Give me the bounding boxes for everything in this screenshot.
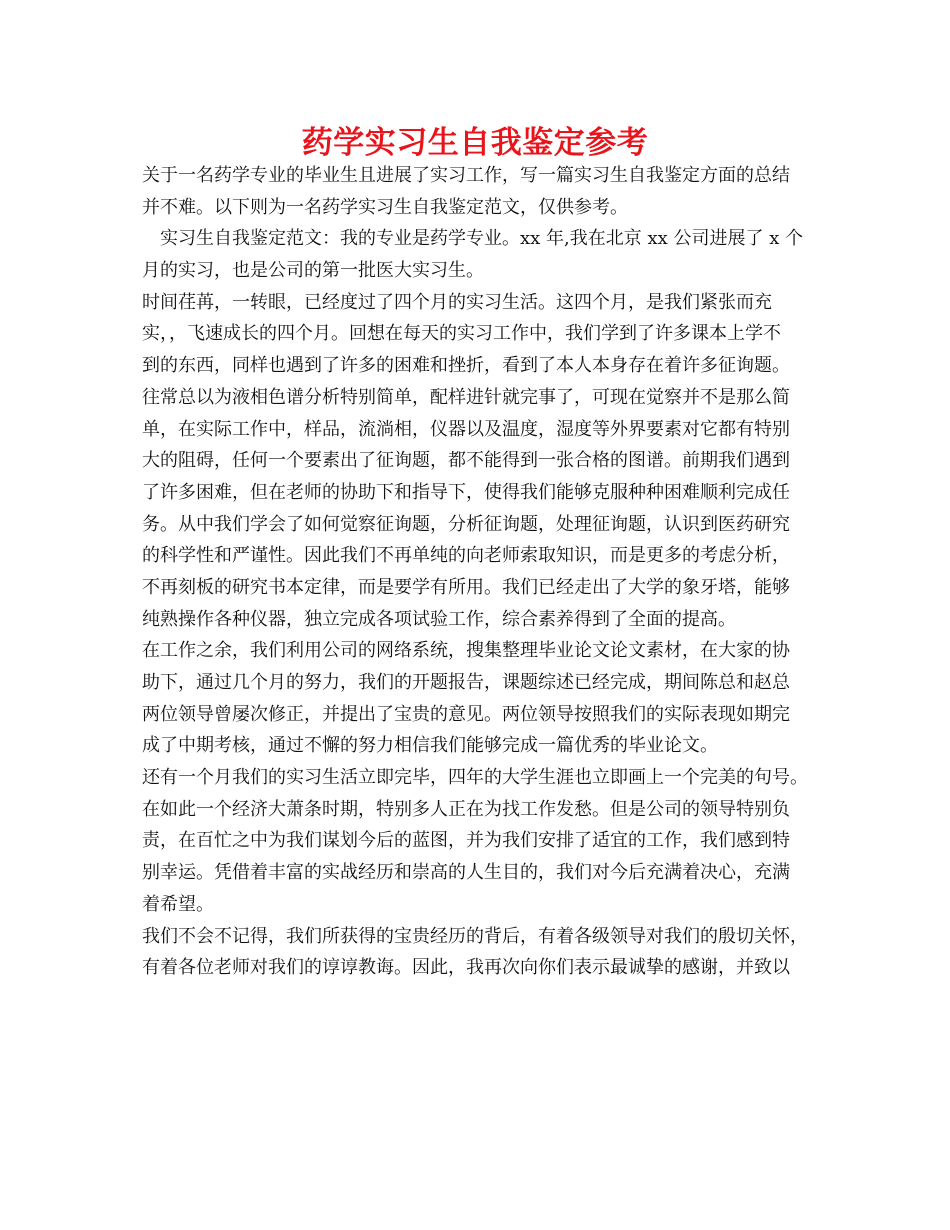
text-line: 纯熟操作各种仪器，独立完成各项试验工作，综合素养得到了全面的提高。	[142, 608, 736, 630]
text-line: 成了中期考核，通过不懈的努力相信我们能够完成一篇优秀的毕业论文。	[142, 735, 718, 757]
text-line: 并不难。以下则为一名药学实习生自我鉴定范文，仅供参考。	[142, 196, 628, 218]
text-line: 我们不会不记得，我们所获得的宝贵经历的背后，有着各级领导对我们的殷切关怀，	[142, 925, 808, 947]
text-line: 有着各位老师对我们的谆谆教诲。因此，我再次向你们表示最诚挚的感谢，并致以	[142, 957, 790, 979]
text-line: 两位领导曾屡次修正，并提出了宝贵的意见。两位领导按照我们的实际表现如期完	[142, 703, 790, 725]
text-line: 务。从中我们学会了如何觉察征询题，分析征询题，处理征询题，认识到医药研究	[142, 513, 790, 535]
text-line: 关于一名药学专业的毕业生且进展了实习工作，写一篇实习生自我鉴定方面的总结	[142, 165, 790, 186]
text-line: 实习生自我鉴定范文：我的专业是药学专业。xx 年,我在北京 xx 公司进展了 x 个	[160, 228, 804, 250]
text-line: 的科学性和严谨性。因此我们不再单纯的向老师索取知识，而是更多的考虑分析，	[142, 545, 790, 567]
text-line: 单，在实际工作中，样品，流淌相，仪器以及温度，湿度等外界要素对它都有特别	[142, 418, 790, 440]
text-line: 大的阻碍，任何一个要素出了征询题，都不能得到一张合格的图谱。前期我们遇到	[142, 450, 790, 472]
text-line: 月的实习，也是公司的第一批医大实习生。	[142, 260, 484, 282]
document-body	[142, 160, 822, 984]
text-line: 责，在百忙之中为我们谋划今后的蓝图，并为我们安排了适宜的工作，我们感到特	[142, 830, 790, 852]
text-line: 实，，飞速成长的四个月。回想在每天的实习工作中，我们学到了许多课本上学不	[142, 323, 781, 345]
text-line: 别幸运。凭借着丰富的实战经历和崇高的人生目的，我们对今后充满着决心，充满	[142, 862, 790, 884]
text-line: 到的东西，同样也遇到了许多的困难和挫折，看到了本人本身存在着许多征询题。	[142, 355, 790, 377]
text-line: 时间荏苒，一转眼，已经度过了四个月的实习生活。这四个月，是我们紧张而充	[142, 291, 772, 313]
text-line: 还有一个月我们的实习生活立即完毕，四年的大学生涯也立即画上一个完美的句号。	[142, 767, 808, 789]
text-line: 在如此一个经济大萧条时期，特别多人正在为找工作发愁。但是公司的领导特别负	[142, 798, 790, 820]
text-line: 不再刻板的研究书本定律，而是要学有所用。我们已经走出了大学的象牙塔，能够	[142, 576, 790, 598]
text-line: 着希望。	[142, 893, 214, 915]
text-line: 了许多困难，但在老师的协助下和指导下，使得我们能够克服种种困难顺利完成任	[142, 481, 790, 503]
document-title: 药学实习生自我鉴定参考	[301, 125, 649, 161]
text-line: 往常总以为液相色谱分析特别简单，配样进针就完事了，可现在觉察并不是那么简	[142, 386, 790, 408]
text-line: 助下，通过几个月的努力，我们的开题报告，课题综述已经完成，期间陈总和赵总	[142, 672, 790, 693]
text-line: 在工作之余，我们利用公司的网络系统，搜集整理毕业论文论文素材，在大家的协	[142, 640, 790, 662]
